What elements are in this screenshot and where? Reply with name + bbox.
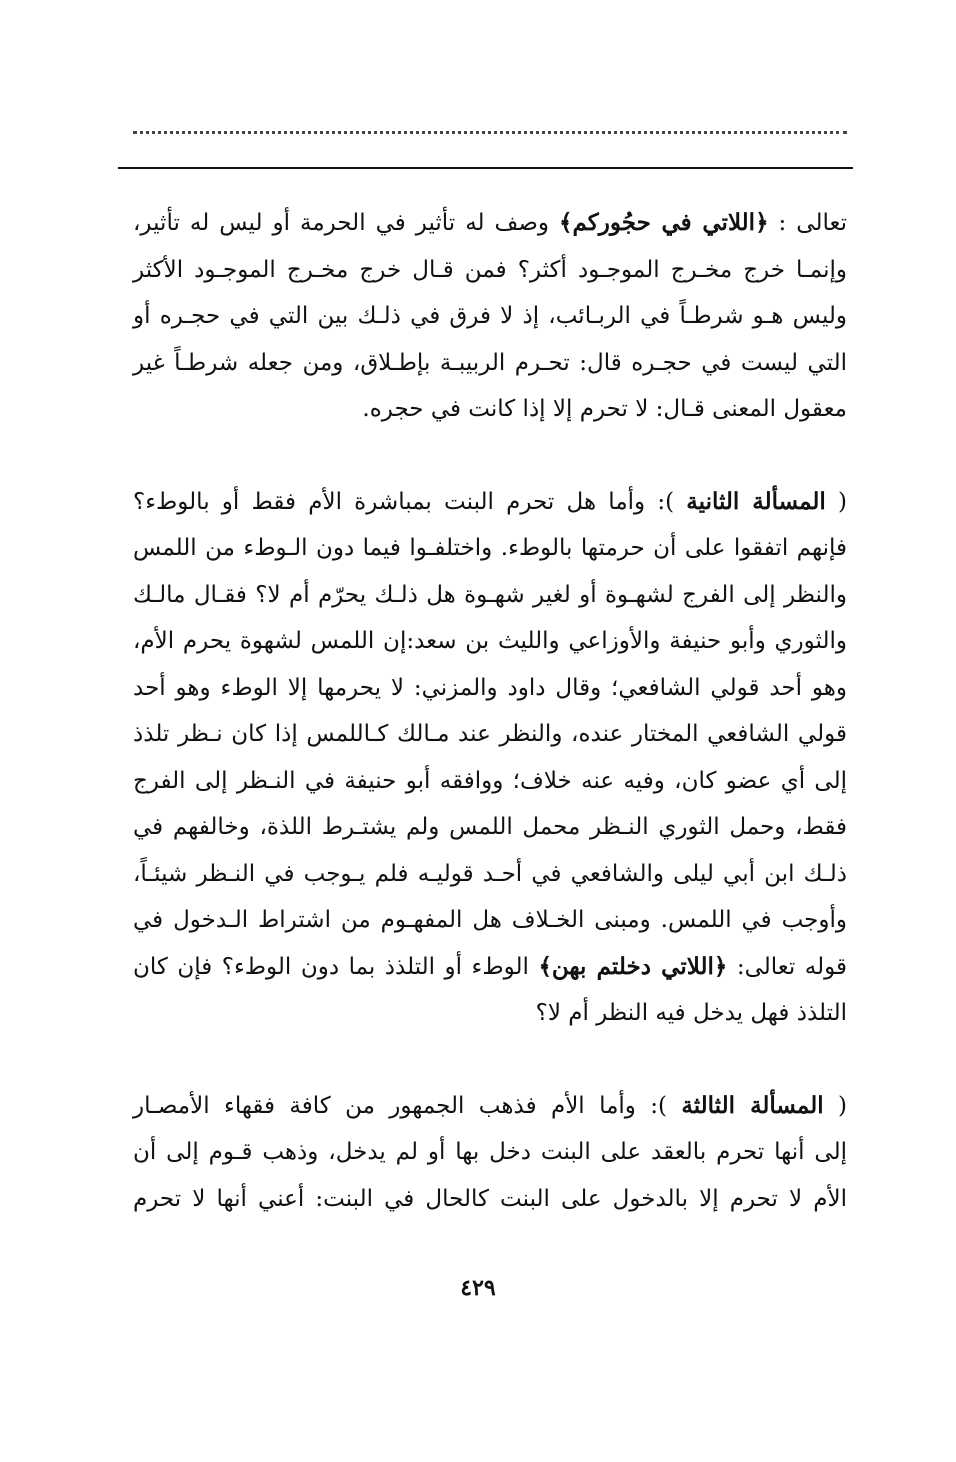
section-heading: المسألة الثانية (686, 487, 826, 515)
text-line: ذلـك ابن أبي ليلى والشافعي في أحـد قوليـه فلم يـوجب في النـظر شيئـاً، (133, 860, 847, 887)
text-run: الوطء أو التلذذ بما دون الوطء؟ فإن كان (133, 953, 539, 980)
text-run: ( (823, 1092, 847, 1119)
text-line (133, 944, 847, 991)
text-line: إلى أي عضو كان، وفيه عنه خلاف؛ ووافقه أبو حنيفة في النـظر إلى الفرج (133, 767, 847, 794)
page-number: ٤٢٩ (460, 1275, 496, 1301)
paragraph (133, 479, 847, 1037)
text-run: ( (825, 488, 847, 515)
text-line: وهو أحد قولي الشافعي؛ وقال داود والمزني: لا يحرمها إلا الوطء وهو أحد (133, 674, 847, 701)
section-heading: المسألة الثالثة (681, 1091, 824, 1119)
paragraph (133, 1083, 847, 1223)
text-run: ): وأما هل تحرم البنت بمباشرة الأم فقط أو بالوطء؟ (133, 488, 687, 515)
header-rule (118, 167, 853, 169)
paragraph (133, 200, 847, 433)
text-line: فإنهم اتفقوا على أن حرمتها بالوطء. واختلفـوا فيما دون الـوطء من اللمس (133, 535, 847, 561)
text-line: وأوجب في اللمس. ومبنى الخـلاف هل المفهـوم من اشتراط الـدخول في (133, 907, 847, 933)
text-line: التي ليست في حجـره قال: تحـرم الربيبـة بإطـلاق، ومن جعله شرطـاً غير (133, 349, 847, 376)
main-text (133, 200, 847, 1222)
text-run: قوله تعالى: (727, 953, 847, 980)
text-line: والثوري وأبو حنيفة والأوزاعي والليث بن سعد:إن اللمس لشهوة يحرم الأم، (133, 628, 847, 654)
text-line: الأم لا تحرم إلا بالدخول على البنت كالحال في البنت: أعني أنها لا تحرم (133, 1185, 847, 1212)
text-line (133, 200, 847, 247)
text-line (133, 1083, 847, 1130)
text-run: وصف له تأثير في الحرمة أو ليس له تأثير، (133, 210, 560, 236)
quran-quote: ﴿اللاتي في حجُوركم﴾ (559, 209, 769, 236)
text-line: إلى أنها تحرم بالعقد على البنت دخل بها أو لم يدخل، وذهب قـوم إلى أن (133, 1139, 847, 1165)
text-line (133, 479, 847, 526)
text-line: وإنمـا خرج مخـرج الموجـود أكثر؟ فمن قـال خرج مخـرج الموجـود الأكثر (133, 256, 847, 283)
text-line: والنظر إلى الفرج لشهـوة أو لغير شهـوة هل ذلـك يحرّم أم لا؟ فقـال مالـك (133, 581, 847, 608)
text-line: معقول المعنى قـال: لا تحرم إلا إذا كانت في حجره. (362, 396, 847, 422)
dotted-separator (133, 131, 847, 134)
text-line: وليس هـو شرطـاً في الربـائب، إذ لا فرق في ذلـك بين التي في حجـره أو (133, 303, 847, 329)
text-run: ): وأما الأم فذهب الجمهور من كافة فقهاء الأمصـار (133, 1092, 682, 1119)
text-line: التلذذ فهل يدخل فيه النظر أم لا؟ (535, 1000, 847, 1026)
text-line: قولي الشافعي المختار عنده، والنظر عند مـالك كـاللمس إذا كان نـظر تلذذ (133, 721, 847, 747)
quran-quote: ﴿اللاتي دخلتم بهن﴾ (538, 952, 728, 980)
text-line: فقط، وحمل الثوري النـظر محمل اللمس ولم يشتـرط اللذة، وخالفهم في (133, 814, 847, 840)
text-run: تعالى : (768, 210, 847, 236)
